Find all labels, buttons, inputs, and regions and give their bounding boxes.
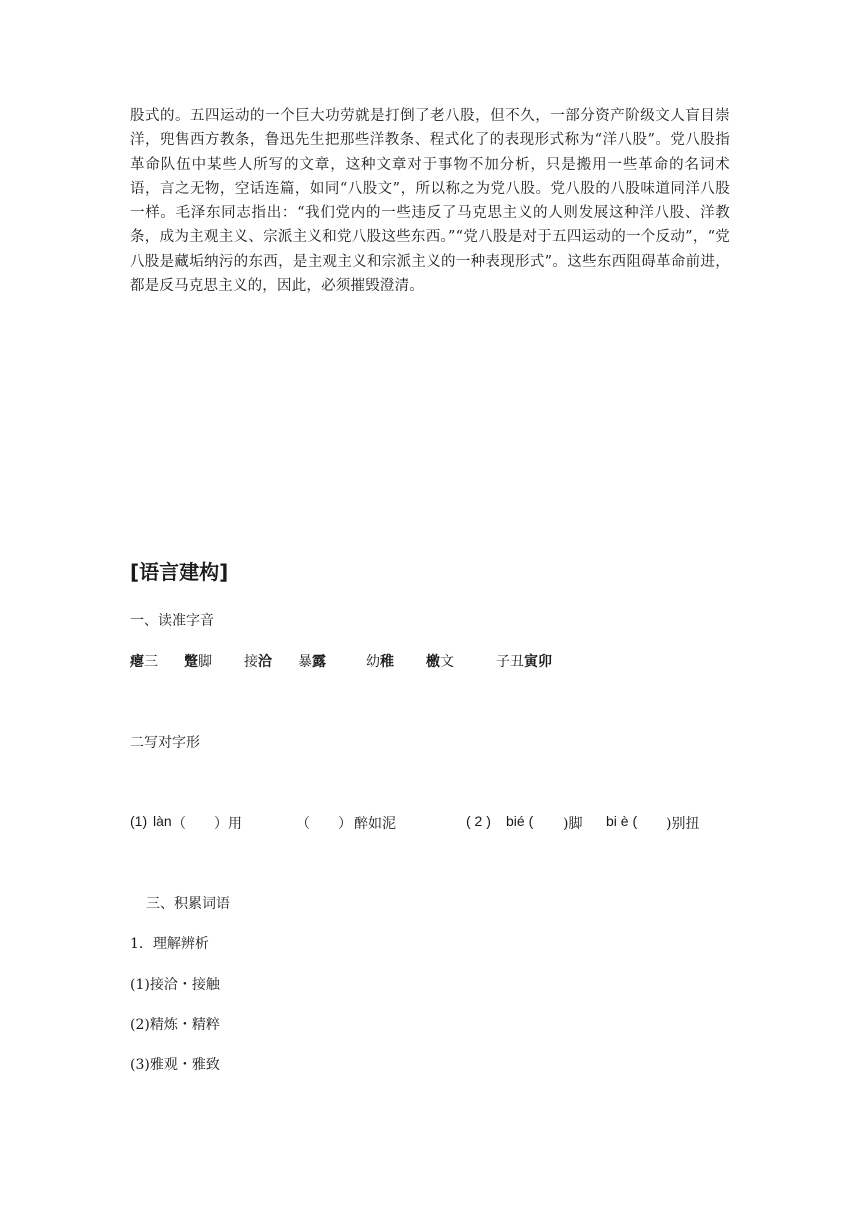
- item2-label: ( 2 ): [466, 813, 491, 829]
- item2-word1: )脚: [563, 816, 583, 832]
- word-pre: 幼: [366, 654, 380, 670]
- word-item: [496, 651, 552, 671]
- item2-pinyin2: bi è (: [606, 813, 638, 829]
- part3-title: 三、积累词语: [146, 896, 230, 912]
- item1-blank-word: （ ）用: [172, 816, 242, 832]
- item1-pinyin: làn: [153, 813, 172, 829]
- item1-word2: 醉如泥: [354, 816, 396, 832]
- part2-title: 二写对字形: [130, 735, 200, 751]
- word-pre: 子丑: [496, 654, 524, 670]
- word-bold: 露: [312, 654, 326, 670]
- word-bold: 寅卯: [524, 654, 552, 670]
- word-item: [130, 651, 158, 671]
- word-item: [244, 651, 272, 671]
- part3-subtitle: 1．理解辨析: [130, 936, 209, 952]
- word-rest: 三: [144, 654, 158, 670]
- word-bold: 洽: [258, 654, 272, 670]
- section-heading: [语言建构]: [130, 560, 229, 584]
- item1-label: (1): [130, 813, 148, 829]
- word-rest: 文: [440, 654, 454, 670]
- word-pre: 暴: [298, 654, 312, 670]
- item2-pinyin1: bié (: [506, 813, 534, 829]
- word-bold: 蹩: [184, 654, 198, 670]
- word-item: [184, 651, 212, 671]
- word-pair: (2)精炼・精粹: [130, 1017, 220, 1033]
- word-rest: 脚: [198, 654, 212, 670]
- word-bold: 瘪: [130, 654, 144, 670]
- word-pair: (1)接洽・接触: [130, 977, 220, 993]
- word-bold: 檄: [426, 654, 440, 670]
- body-paragraph: 股式的。五四运动的一个巨大功劳就是打倒了老八股，但不久，一部分资产阶级文人盲目崇洋，兜售西方教条，鲁迅先生把那些洋教条、程式化了的表现形式称为“洋八股”。党八股指革命队伍中某些人所写的文章，这种文章对于事物不加分析，只是搬用一些革命的名词术语，言之无物，空话连篇，如同“八股文”，所以称之为党八股。党八股的八股味道同洋八股一样。毛泽东同志指出：“我们党内的一些违反了马克思主义的人则发展这种洋八股、洋教条，成为主观主义、宗派主义和党八股这些东西。”“党八股是对于五四运动的一个反动”，“党八股是藏垢纳污的东西，是主观主义和宗派主义的一种表现形式”。这些东西阻碍革命前进，都是反马克思主义的，因此，必须摧毁澄清。: [130, 108, 730, 295]
- word-pre: 接: [244, 654, 258, 670]
- part1-title: 一、读准字音: [130, 613, 214, 629]
- word-item: [366, 651, 394, 671]
- word-item: [298, 651, 326, 671]
- word-bold: 稚: [380, 654, 394, 670]
- item2-word2: )别扭: [666, 816, 700, 832]
- word-pair: (3)雅观・雅致: [130, 1057, 220, 1073]
- item1-blank2: （ ）: [296, 816, 352, 832]
- word-item: [426, 651, 454, 671]
